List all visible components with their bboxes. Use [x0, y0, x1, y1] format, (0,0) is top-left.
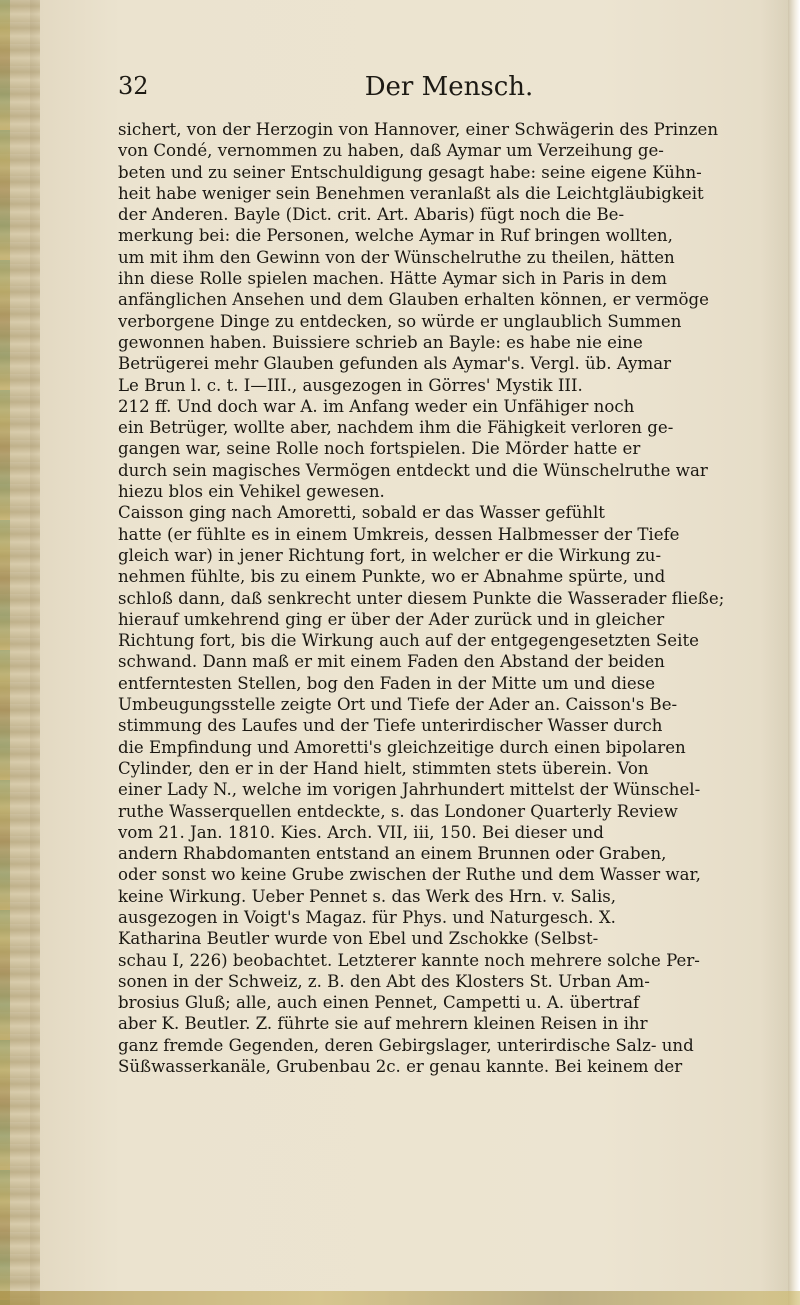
text-line: gangen war, seine Rolle noch fortspielen. Die Mörder hatte er — [118, 439, 641, 459]
text-line: sonen in der Schweiz, z. B. den Abt des Klosters St. Urban Am- — [118, 971, 650, 991]
text-line: heit habe weniger sein Benehmen veranlaßt als die Leichtgläubigkeit — [118, 183, 704, 203]
text-line: aber K. Beutler. Z. führte sie auf mehrern kleinen Reisen in ihr — [118, 1014, 648, 1034]
text-line: ganz fremde Gegenden, deren Gebirgslager, unterirdische Salz- und — [118, 1035, 694, 1055]
text-line: Cylinder, den er in der Hand hielt, stimmten stets überein. Von — [118, 758, 649, 778]
text-line: einer Lady N., welche im vorigen Jahrhundert mittelst der Wünschel- — [118, 780, 701, 800]
text-line: oder sonst wo keine Grube zwischen der Ruthe und dem Wasser war, — [118, 865, 701, 885]
text-line: hatte (er fühlte es in einem Umkreis, dessen Halbmesser der Tiefe — [118, 524, 680, 544]
text-line: ein Betrüger, wollte aber, nachdem ihm die Fähigkeit verloren ge- — [118, 418, 674, 438]
page-right-edge — [788, 0, 800, 1305]
text-line: ihn diese Rolle spielen machen. Hätte Aymar sich in Paris in dem — [118, 269, 667, 289]
text-line: gleich war) in jener Richtung fort, in welcher er die Wirkung zu- — [118, 545, 662, 565]
text-line: Betrügerei mehr Glauben gefunden als Aymar's. Vergl. üb. Aymar — [118, 354, 672, 374]
text-line: durch sein magisches Vermögen entdeckt und die Wünschelruthe war — [118, 460, 708, 480]
text-line: gewonnen haben. Buissiere schrieb an Bayle: es habe nie eine — [118, 332, 643, 352]
text-line: 212 ff. Und doch war A. im Anfang weder ein Unfähiger noch — [118, 396, 635, 416]
text-line: um mit ihm den Gewinn von der Wünschelruthe zu theilen, hätten — [118, 247, 675, 267]
text-line: Süßwasserkanäle, Grubenbau 2c. er genau kannte. Bei keinem der — [118, 1057, 683, 1077]
text-line: andern Rhabdomanten entstand an einem Brunnen oder Graben, — [118, 844, 667, 864]
page-number: 32 — [118, 72, 149, 100]
page-bottom-edge — [0, 1291, 800, 1305]
text-line: schau I, 226) beobachtet. Letzterer kannte noch mehrere solche Per- — [118, 950, 700, 970]
text-line: schloß dann, daß senkrecht unter diesem Punkte die Wasserader fließe; — [118, 588, 725, 608]
text-line: stimmung des Laufes und der Tiefe unterirdischer Wasser durch — [118, 716, 663, 736]
body-text — [118, 119, 788, 1077]
text-line: Umbeugungsstelle zeigte Ort und Tiefe der Ader an. Caisson's Be- — [118, 695, 678, 715]
text-line: anfänglichen Ansehen und dem Glauben erhalten können, er vermöge — [118, 290, 709, 310]
text-line: nehmen fühlte, bis zu einem Punkte, wo er Abnahme spürte, und — [118, 567, 666, 587]
text-line: sichert, von der Herzogin von Hannover, einer Schwägerin des Prinzen — [118, 120, 719, 139]
text-line: die Empfindung und Amoretti's gleichzeitige durch einen bipolaren — [118, 737, 686, 757]
text-line: der Anderen. Bayle (Dict. crit. Art. Abaris) fügt noch die Be- — [118, 205, 625, 225]
text-line: Katharina Beutler wurde von Ebel und Zschokke (Selbst- — [118, 929, 599, 949]
text-line: Richtung fort, bis die Wirkung auch auf der entgegengesetzten Seite — [118, 631, 699, 651]
text-line: ausgezogen in Voigt's Magaz. für Phys. und Naturgesch. X. — [118, 907, 616, 927]
text-line: verborgene Dinge zu entdecken, so würde er unglaublich Summen — [118, 311, 682, 331]
text-line: von Condé, vernommen zu haben, daß Aymar um Verzeihung ge- — [118, 141, 664, 161]
text-line: Le Brun l. c. t. I—III., ausgezogen in Görres' Mystik III. — [118, 375, 583, 395]
text-line: beten und zu seiner Entschuldigung gesagt habe: seine eigene Kühn- — [118, 162, 702, 182]
text-line: hierauf umkehrend ging er über der Ader zurück und in gleicher — [118, 609, 665, 629]
text-line: keine Wirkung. Ueber Pennet s. das Werk des Hrn. v. Salis, — [118, 886, 617, 906]
spine-strip — [0, 0, 10, 1305]
text-line: ruthe Wasserquellen entdeckte, s. das Londoner Quarterly Review — [118, 801, 678, 821]
text-line: Caisson ging nach Amoretti, sobald er das Wasser gefühlt — [118, 503, 605, 523]
running-title: Der Mensch. — [364, 72, 534, 102]
text-line: brosius Gluß; alle, auch einen Pennet, Campetti u. A. übertraf — [118, 993, 640, 1013]
text-line: schwand. Dann maß er mit einem Faden den Abstand der beiden — [118, 652, 665, 672]
text-line: hiezu blos ein Vehikel gewesen. — [118, 482, 385, 502]
text-line: entferntesten Stellen, bog den Faden in der Mitte um und diese — [118, 673, 656, 693]
text-line: merkung bei: die Personen, welche Aymar in Ruf bringen wollten, — [118, 226, 673, 246]
page-header — [118, 72, 780, 102]
text-line: vom 21. Jan. 1810. Kies. Arch. VII, iii, 150. Bei dieser und — [118, 822, 604, 842]
